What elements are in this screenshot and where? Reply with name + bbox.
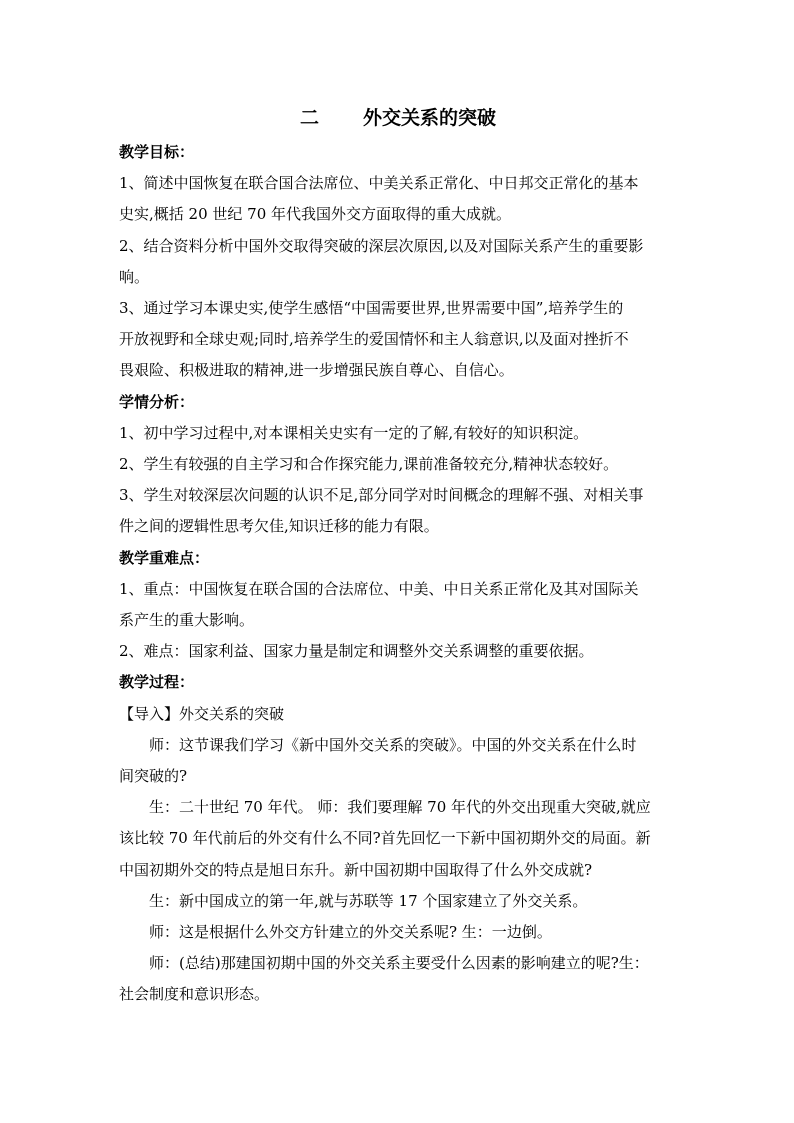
section-heading: 教学过程： [119,673,195,692]
text-line: 师：这是根据什么外交方针建立的外交关系呢? 生：一边倒。 [149,923,552,942]
text-line: 社会制度和意识形态。 [119,985,270,1004]
section-heading: 教学目标： [119,143,195,161]
text-line: 中国初期外交的特点是旭日东升。新中国初期中国取得了什么外交成就? [119,860,593,879]
text-line: 3、通过学习本课史实,使学生感悟“中国需要世界,世界需要中国”,培养学生的 [119,299,624,318]
section-heading: 学情分析： [119,392,195,411]
text-line: 2、学生有较强的自主学习和合作探究能力,课前准备较充分,精神状态较好。 [119,455,619,474]
text-line: 史实,概括 20 世纪 70 年代我国外交方面取得的重大成就。 [119,205,512,224]
text-line: 系产生的重大影响。 [119,611,255,630]
text-line: 3、学生对较深层次问题的认识不足,部分同学对时间概念的理解不强、对相关事 [119,486,644,505]
document-body [119,137,677,1011]
document-page [119,103,677,1011]
text-line: 【导入】外交关系的突破 [119,704,285,723]
text-line: 畏艰险、积极进取的精神,进一步增强民族自尊心、自信心。 [119,361,514,380]
text-line: 1、重点：中国恢复在联合国的合法席位、中美、中日关系正常化及其对国际关 [119,579,639,598]
document-title [119,103,677,133]
text-line: 响。 [119,267,150,286]
title-number: 二 [299,107,319,129]
text-line: 师：(总结)那建国初期中国的外交关系主要受什么因素的影响建立的呢?生： [149,954,649,973]
text-line: 师：这节课我们学习《新中国外交关系的突破》。中国的外交关系在什么时 [149,735,637,754]
text-line: 2、难点：国家利益、国家力量是制定和调整外交关系调整的重要依据。 [119,642,594,661]
text-line: 生：新中国成立的第一年,就与苏联等 17 个国家建立了外交关系。 [149,891,588,910]
text-line: 1、初中学习过程中,对本课相关史实有一定的了解,有较好的知识积淀。 [119,423,589,442]
text-line: 生：二十世纪 70 年代。 师：我们要理解 70 年代的外交出现重大突破,就应 [149,798,651,817]
text-line: 1、简述中国恢复在联合国合法席位、中美关系正常化、中日邦交正常化的基本 [119,174,639,193]
text-line: 间突破的? [119,767,188,786]
title-text: 外交关系的突破 [363,107,497,129]
section-heading: 教学重难点： [119,548,210,567]
text-line: 开放视野和全球史观;同时,培养学生的爱国情怀和主人翁意识,以及面对挫折不 [119,330,629,349]
text-line: 件之间的逻辑性思考欠佳,知识迁移的能力有限。 [119,517,439,536]
text-line: 2、结合资料分析中国外交取得突破的深层次原因,以及对国际关系产生的重要影 [119,236,644,255]
text-line: 该比较 70 年代前后的外交有什么不同?首先回忆一下新中国初期外交的局面。新 [119,829,651,848]
